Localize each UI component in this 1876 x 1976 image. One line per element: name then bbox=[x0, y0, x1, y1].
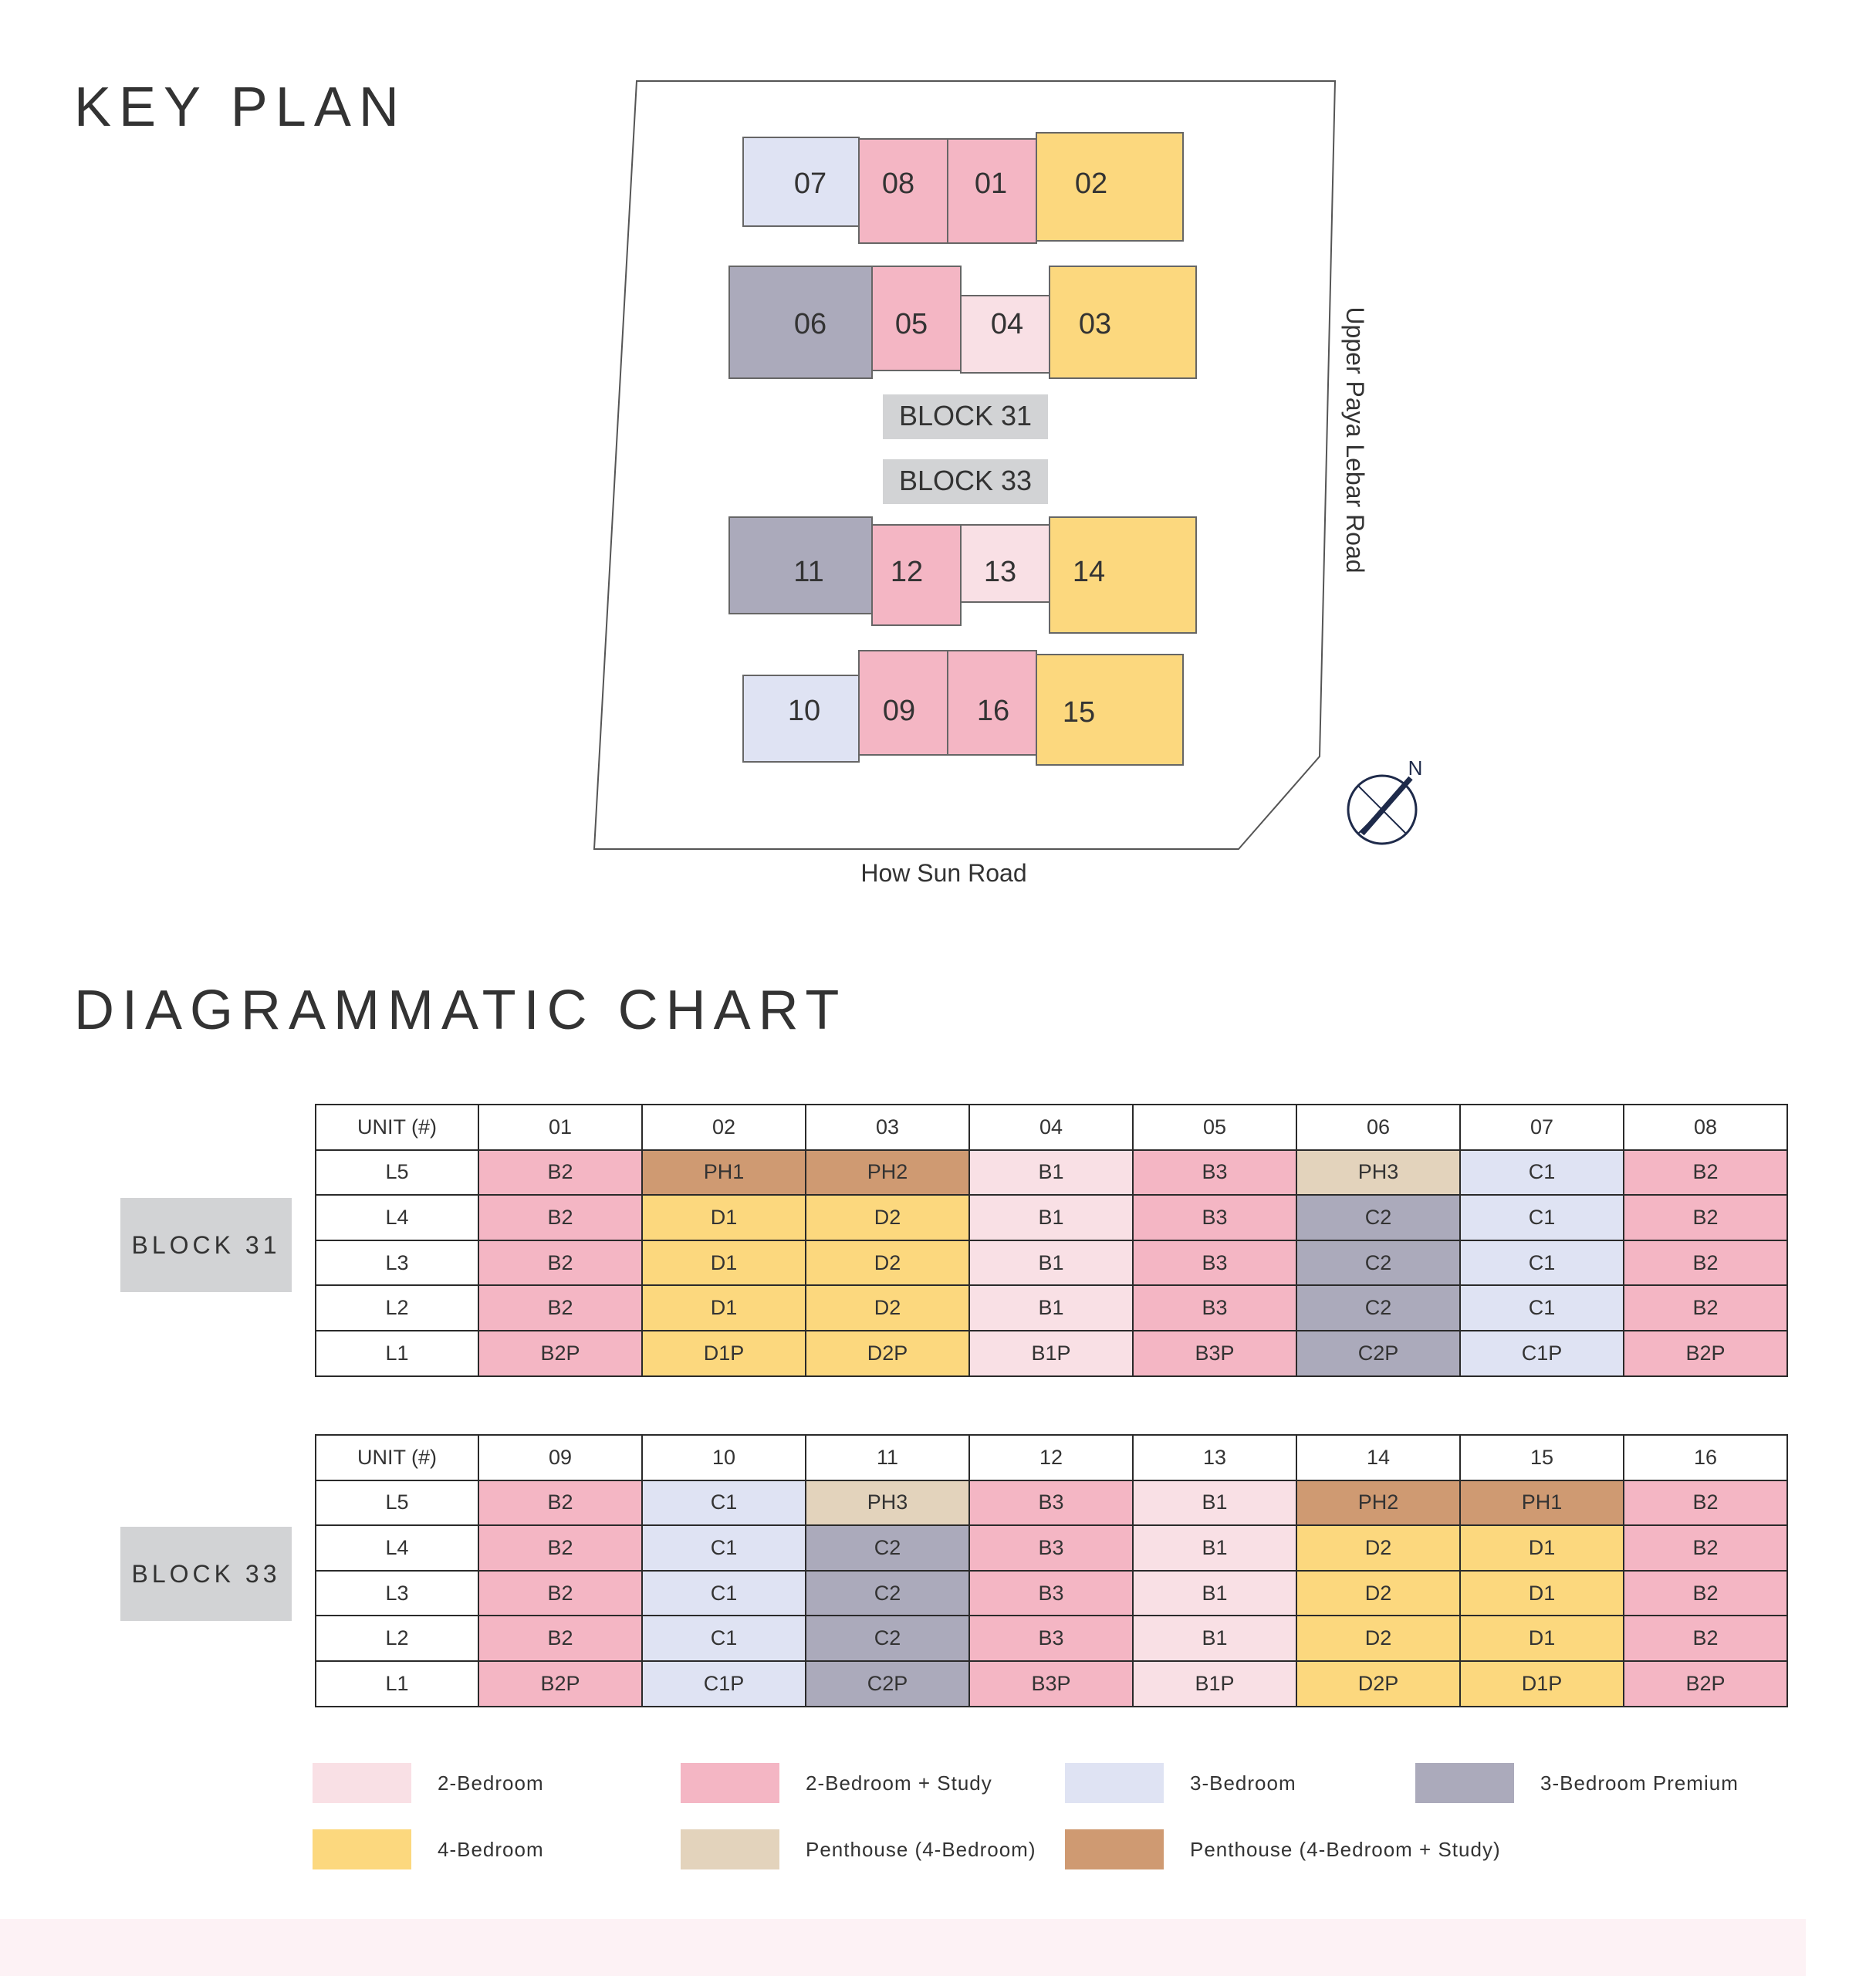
key-plan-title: KEY PLAN bbox=[74, 76, 407, 138]
legend-swatch bbox=[1065, 1829, 1164, 1869]
legend-swatch bbox=[313, 1763, 411, 1803]
unit-label: 02 bbox=[1074, 167, 1108, 200]
unit-type-cell: B3 bbox=[1133, 1150, 1296, 1196]
unit-type-cell: C1 bbox=[642, 1571, 806, 1616]
legend-item bbox=[1065, 1763, 1296, 1803]
unit-label: 05 bbox=[894, 308, 928, 340]
unit-02-shape bbox=[1036, 133, 1183, 241]
legend-item bbox=[681, 1829, 1036, 1869]
unit-type-cell: B2 bbox=[478, 1480, 642, 1526]
unit-label: 08 bbox=[881, 167, 915, 200]
unit-type-cell: B2 bbox=[1624, 1150, 1787, 1196]
road-bottom-label: How Sun Road bbox=[860, 859, 1027, 887]
table-row bbox=[316, 1331, 1787, 1376]
unit-type-cell: D2 bbox=[1296, 1616, 1460, 1661]
unit-type-cell: B1 bbox=[969, 1285, 1133, 1331]
unit-type-cell: D2 bbox=[1296, 1571, 1460, 1616]
unit-type-cell: C1 bbox=[1460, 1195, 1624, 1240]
level-label: L2 bbox=[316, 1616, 478, 1661]
unit-label: 01 bbox=[974, 167, 1008, 200]
unit-label: 03 bbox=[1078, 308, 1112, 340]
unit-header: 13 bbox=[1133, 1435, 1296, 1480]
unit-type-cell: B3 bbox=[1133, 1285, 1296, 1331]
unit-header: 09 bbox=[478, 1435, 642, 1480]
unit-header: 12 bbox=[969, 1435, 1133, 1480]
legend-label: Penthouse (4-Bedroom + Study) bbox=[1190, 1837, 1501, 1861]
unit-header: 01 bbox=[478, 1105, 642, 1150]
block33-unit-table bbox=[315, 1434, 1788, 1707]
unit-type-cell: D1 bbox=[642, 1285, 806, 1331]
unit-type-cell: B3P bbox=[969, 1661, 1133, 1707]
unit-type-cell: C1 bbox=[642, 1480, 806, 1526]
unit-type-cell: B2 bbox=[1624, 1525, 1787, 1571]
level-label: L1 bbox=[316, 1661, 478, 1707]
table-header-row bbox=[316, 1105, 1787, 1150]
table-row bbox=[316, 1285, 1787, 1331]
unit-type-cell: PH2 bbox=[806, 1150, 969, 1196]
unit-label: 06 bbox=[793, 308, 827, 340]
unit-type-cell: D1P bbox=[642, 1331, 806, 1376]
legend-label: Penthouse (4-Bedroom) bbox=[806, 1837, 1036, 1861]
legend-label: 2-Bedroom + Study bbox=[806, 1771, 992, 1795]
unit-type-cell: B1P bbox=[1133, 1661, 1296, 1707]
unit-type-cell: B2 bbox=[478, 1195, 642, 1240]
legend-swatch bbox=[1065, 1763, 1164, 1803]
unit-label: 11 bbox=[793, 556, 824, 588]
road-right-label: Upper Paya Lebar Road bbox=[1341, 306, 1369, 574]
unit-type-cell: D2 bbox=[1296, 1525, 1460, 1571]
unit-header: 16 bbox=[1624, 1435, 1787, 1480]
diagrammatic-chart-title: DIAGRAMMATIC CHART bbox=[74, 980, 847, 1041]
unit-label: 13 bbox=[983, 556, 1017, 588]
unit-label: 14 bbox=[1072, 556, 1106, 588]
unit-type-cell: B2 bbox=[1624, 1285, 1787, 1331]
unit-type-cell: PH1 bbox=[642, 1150, 806, 1196]
table-row bbox=[316, 1661, 1787, 1707]
bottom-decorative-band bbox=[0, 1919, 1806, 1976]
legend-label: 3-Bedroom Premium bbox=[1540, 1771, 1739, 1795]
unit-header: 04 bbox=[969, 1105, 1133, 1150]
unit-type-cell: B2 bbox=[478, 1240, 642, 1286]
level-label: L5 bbox=[316, 1480, 478, 1526]
legend-swatch bbox=[313, 1829, 411, 1869]
unit-type-cell: D1P bbox=[1460, 1661, 1624, 1707]
unit-header: 05 bbox=[1133, 1105, 1296, 1150]
unit-type-cell: B3 bbox=[969, 1480, 1133, 1526]
svg-text:N: N bbox=[1408, 756, 1423, 780]
legend-label: 3-Bedroom bbox=[1190, 1771, 1296, 1795]
table-row bbox=[316, 1240, 1787, 1286]
unit-type-cell: C1P bbox=[642, 1661, 806, 1707]
unit-type-cell: D1 bbox=[1460, 1525, 1624, 1571]
level-label: L5 bbox=[316, 1150, 478, 1196]
unit-label: 10 bbox=[787, 695, 821, 727]
block33-map-label: BLOCK 33 bbox=[898, 465, 1033, 496]
unit-type-cell: C1 bbox=[642, 1616, 806, 1661]
unit-type-cell: D1 bbox=[642, 1195, 806, 1240]
unit-15-shape bbox=[1036, 655, 1183, 765]
table-row bbox=[316, 1525, 1787, 1571]
unit-type-cell: B1 bbox=[1133, 1480, 1296, 1526]
unit-type-cell: B2 bbox=[478, 1616, 642, 1661]
unit-header: 02 bbox=[642, 1105, 806, 1150]
legend-item bbox=[681, 1763, 992, 1803]
unit-type-cell: B2P bbox=[1624, 1661, 1787, 1707]
unit-type-cell: B2 bbox=[478, 1150, 642, 1196]
unit-type-cell: B2 bbox=[1624, 1616, 1787, 1661]
unit-03-shape bbox=[1050, 266, 1196, 378]
legend-label: 2-Bedroom bbox=[438, 1771, 544, 1795]
unit-type-cell: D2 bbox=[806, 1195, 969, 1240]
unit-14-shape bbox=[1050, 517, 1196, 633]
unit-type-cell: B1 bbox=[969, 1240, 1133, 1286]
unit-type-cell: C2 bbox=[806, 1616, 969, 1661]
unit-type-cell: B3 bbox=[969, 1616, 1133, 1661]
compass-icon bbox=[1348, 756, 1422, 844]
unit-label: 07 bbox=[793, 167, 827, 200]
unit-type-cell: PH3 bbox=[1296, 1150, 1460, 1196]
block31-unit-table bbox=[315, 1104, 1788, 1377]
block33-label: BLOCK 33 bbox=[120, 1527, 292, 1621]
legend-item bbox=[1065, 1829, 1501, 1869]
unit-type-cell: B2 bbox=[478, 1525, 642, 1571]
unit-type-cell: B2P bbox=[1624, 1331, 1787, 1376]
level-label: L3 bbox=[316, 1240, 478, 1286]
table-header-row bbox=[316, 1435, 1787, 1480]
unit-header: 07 bbox=[1460, 1105, 1624, 1150]
level-label: L2 bbox=[316, 1285, 478, 1331]
legend-label: 4-Bedroom bbox=[438, 1837, 544, 1861]
legend-item bbox=[313, 1829, 544, 1869]
legend-item bbox=[313, 1763, 544, 1803]
unit-type-cell: C2 bbox=[1296, 1240, 1460, 1286]
unit-type-cell: D2P bbox=[806, 1331, 969, 1376]
unit-type-cell: C1 bbox=[1460, 1150, 1624, 1196]
key-plan-diagram bbox=[0, 0, 1876, 926]
unit-label: 04 bbox=[990, 308, 1024, 340]
level-label: L4 bbox=[316, 1195, 478, 1240]
header-label: UNIT (#) bbox=[316, 1105, 478, 1150]
unit-type-cell: PH2 bbox=[1296, 1480, 1460, 1526]
unit-type-cell: B2 bbox=[1624, 1240, 1787, 1286]
unit-type-cell: B3P bbox=[1133, 1331, 1296, 1376]
block31-label: BLOCK 31 bbox=[120, 1198, 292, 1292]
unit-type-cell: C2 bbox=[806, 1525, 969, 1571]
unit-type-cell: D1 bbox=[1460, 1616, 1624, 1661]
level-label: L1 bbox=[316, 1331, 478, 1376]
header-label: UNIT (#) bbox=[316, 1435, 478, 1480]
unit-type-cell: C1 bbox=[1460, 1285, 1624, 1331]
unit-type-cell: C2 bbox=[1296, 1285, 1460, 1331]
unit-type-cell: B1 bbox=[969, 1150, 1133, 1196]
unit-type-cell: B2 bbox=[1624, 1195, 1787, 1240]
unit-type-cell: D2 bbox=[806, 1285, 969, 1331]
unit-type-cell: B2P bbox=[478, 1331, 642, 1376]
unit-type-cell: C1P bbox=[1460, 1331, 1624, 1376]
unit-header: 14 bbox=[1296, 1435, 1460, 1480]
unit-type-cell: B2 bbox=[478, 1285, 642, 1331]
unit-type-cell: D1 bbox=[642, 1240, 806, 1286]
unit-type-cell: B2P bbox=[478, 1661, 642, 1707]
level-label: L3 bbox=[316, 1571, 478, 1616]
table-row bbox=[316, 1616, 1787, 1661]
unit-type-cell: C1 bbox=[642, 1525, 806, 1571]
unit-header: 11 bbox=[806, 1435, 969, 1480]
unit-type-cell: B3 bbox=[969, 1571, 1133, 1616]
unit-type-cell: B2 bbox=[1624, 1571, 1787, 1616]
unit-type-cell: B3 bbox=[969, 1525, 1133, 1571]
unit-header: 03 bbox=[806, 1105, 969, 1150]
unit-type-cell: B2 bbox=[478, 1571, 642, 1616]
unit-type-cell: B1 bbox=[1133, 1616, 1296, 1661]
unit-header: 08 bbox=[1624, 1105, 1787, 1150]
unit-type-cell: C1 bbox=[1460, 1240, 1624, 1286]
level-label: L4 bbox=[316, 1525, 478, 1571]
table-row bbox=[316, 1150, 1787, 1196]
table-row bbox=[316, 1571, 1787, 1616]
unit-label: 09 bbox=[882, 695, 916, 727]
unit-type-cell: B2 bbox=[1624, 1480, 1787, 1526]
unit-type-cell: C2 bbox=[806, 1571, 969, 1616]
unit-type-cell: C2 bbox=[1296, 1195, 1460, 1240]
unit-type-cell: PH3 bbox=[806, 1480, 969, 1526]
unit-type-cell: PH1 bbox=[1460, 1480, 1624, 1526]
unit-type-cell: B1 bbox=[969, 1195, 1133, 1240]
unit-header: 10 bbox=[642, 1435, 806, 1480]
unit-label: 16 bbox=[976, 695, 1010, 727]
unit-type-cell: D1 bbox=[1460, 1571, 1624, 1616]
legend-item bbox=[1415, 1763, 1739, 1803]
unit-header: 06 bbox=[1296, 1105, 1460, 1150]
unit-label: 12 bbox=[890, 556, 924, 588]
unit-type-cell: B1P bbox=[969, 1331, 1133, 1376]
legend-swatch bbox=[681, 1763, 779, 1803]
unit-type-cell: C2P bbox=[806, 1661, 969, 1707]
table-row bbox=[316, 1195, 1787, 1240]
unit-type-cell: B3 bbox=[1133, 1240, 1296, 1286]
unit-type-cell: D2P bbox=[1296, 1661, 1460, 1707]
unit-type-cell: B1 bbox=[1133, 1571, 1296, 1616]
unit-type-cell: D2 bbox=[806, 1240, 969, 1286]
unit-type-cell: C2P bbox=[1296, 1331, 1460, 1376]
unit-type-cell: B3 bbox=[1133, 1195, 1296, 1240]
unit-label: 15 bbox=[1062, 696, 1096, 729]
legend-swatch bbox=[1415, 1763, 1514, 1803]
unit-header: 15 bbox=[1460, 1435, 1624, 1480]
legend-swatch bbox=[681, 1829, 779, 1869]
block31-map-label: BLOCK 31 bbox=[898, 400, 1033, 431]
table-row bbox=[316, 1480, 1787, 1526]
unit-type-cell: B1 bbox=[1133, 1525, 1296, 1571]
